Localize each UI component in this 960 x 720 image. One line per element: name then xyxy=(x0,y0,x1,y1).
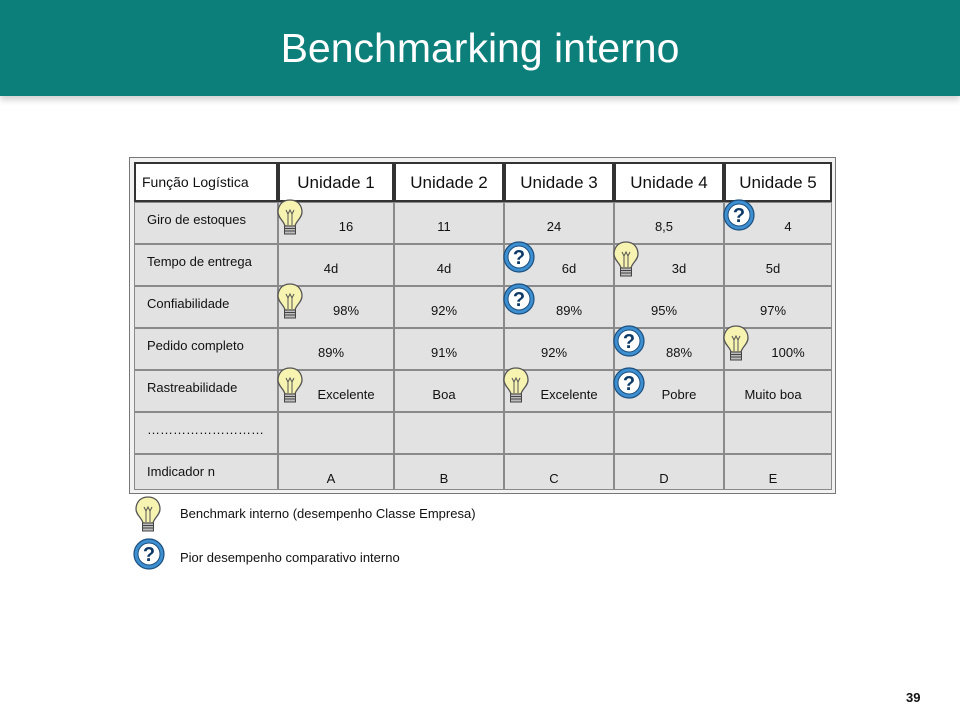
lightbulb-icon xyxy=(276,198,304,241)
table-cell xyxy=(504,202,614,244)
title-bar xyxy=(0,0,960,96)
table-cell xyxy=(614,412,724,454)
row-label: Tempo de entrega xyxy=(147,254,252,269)
question-icon xyxy=(132,537,166,576)
cell-value: 4d xyxy=(436,261,452,276)
cell-value: 8,5 xyxy=(654,219,674,234)
lightbulb-icon xyxy=(502,366,530,409)
column-header-label: Unidade 5 xyxy=(739,173,817,192)
table-cell xyxy=(614,202,724,244)
row-label: Confiabilidade xyxy=(147,296,230,311)
question-icon xyxy=(612,324,646,363)
question-icon xyxy=(722,198,756,237)
row-label-cell xyxy=(134,244,278,286)
table-cell xyxy=(724,412,832,454)
cell-value: 4 xyxy=(784,219,792,234)
table-cell xyxy=(724,454,832,490)
table-cell xyxy=(394,244,504,286)
lightbulb-icon xyxy=(134,495,162,538)
cell-value: 89% xyxy=(317,345,345,360)
question-icon xyxy=(502,240,536,279)
cell-value: D xyxy=(659,471,669,486)
cell-value: Excelente xyxy=(317,387,375,402)
table-cell xyxy=(278,328,394,370)
cell-value: 92% xyxy=(540,345,568,360)
lightbulb-icon xyxy=(276,366,304,409)
row-label: Pedido completo xyxy=(147,338,244,353)
cell-value: 95% xyxy=(650,303,678,318)
row-label-cell xyxy=(134,454,278,490)
question-icon xyxy=(612,366,646,405)
column-header-cell xyxy=(614,162,724,202)
lightbulb-icon xyxy=(612,240,640,283)
cell-value: 11 xyxy=(437,219,451,234)
column-header-cell xyxy=(504,162,614,202)
table-cell xyxy=(724,286,832,328)
legend-label: Pior desempenho comparativo interno xyxy=(180,550,400,565)
row-label-cell xyxy=(134,202,278,244)
table-cell xyxy=(394,202,504,244)
cell-value: C xyxy=(549,471,559,486)
cell-value: Muito boa xyxy=(744,387,802,402)
table-cell xyxy=(504,412,614,454)
page-number: 39 xyxy=(906,690,921,705)
table-cell xyxy=(394,286,504,328)
row-label-cell xyxy=(134,370,278,412)
slide-title: Benchmarking interno xyxy=(280,25,680,71)
cell-value: 91% xyxy=(430,345,458,360)
cell-value: 6d xyxy=(561,261,577,276)
cell-value: 100% xyxy=(771,345,805,360)
row-label-cell xyxy=(134,286,278,328)
table-cell xyxy=(394,412,504,454)
column-header-cell xyxy=(724,162,832,202)
corner-header-cell xyxy=(134,162,278,202)
lightbulb-icon xyxy=(722,324,750,367)
svg-text:?: ? xyxy=(732,205,746,227)
cell-value: A xyxy=(326,471,336,486)
column-header-cell xyxy=(394,162,504,202)
cell-value: 92% xyxy=(430,303,458,318)
svg-text:?: ? xyxy=(142,544,156,566)
svg-text:?: ? xyxy=(512,289,526,311)
cell-value: 5d xyxy=(765,261,781,276)
cell-value: 3d xyxy=(671,261,687,276)
legend-label: Benchmark interno (desempenho Classe Empresa) xyxy=(180,506,476,521)
cell-value: Boa xyxy=(432,387,456,402)
table-cell xyxy=(278,244,394,286)
row-label: ……………………… xyxy=(147,422,264,437)
table-cell xyxy=(614,454,724,490)
table-cell xyxy=(394,454,504,490)
cell-value: 97% xyxy=(759,303,787,318)
cell-value: Excelente xyxy=(540,387,598,402)
cell-value: 89% xyxy=(555,303,583,318)
table-cell xyxy=(504,328,614,370)
table-cell xyxy=(278,412,394,454)
benchmark-table xyxy=(129,157,836,494)
question-icon xyxy=(502,282,536,321)
cell-value: 4d xyxy=(323,261,339,276)
column-header-label: Unidade 4 xyxy=(630,173,708,192)
table-cell xyxy=(504,454,614,490)
table-cell xyxy=(614,286,724,328)
table-cell xyxy=(394,328,504,370)
lightbulb-icon xyxy=(276,282,304,325)
column-header-label: Unidade 3 xyxy=(520,173,598,192)
column-header-label: Unidade 2 xyxy=(410,173,488,192)
table-cell xyxy=(394,370,504,412)
row-label: Giro de estoques xyxy=(147,212,247,227)
row-label-cell xyxy=(134,412,278,454)
row-label-cell xyxy=(134,328,278,370)
svg-text:?: ? xyxy=(622,373,636,395)
column-header-cell xyxy=(278,162,394,202)
column-header-label: Unidade 1 xyxy=(297,173,375,192)
row-label: Rastreabilidade xyxy=(147,380,238,395)
cell-value: 24 xyxy=(546,219,562,234)
cell-value: B xyxy=(439,471,449,486)
cell-value: 88% xyxy=(665,345,693,360)
table-cell xyxy=(724,370,832,412)
row-label: Imdicador n xyxy=(147,464,215,479)
cell-value: 16 xyxy=(338,219,354,234)
table-cell xyxy=(278,454,394,490)
cell-value: 98% xyxy=(332,303,360,318)
corner-header-label: Função Logística xyxy=(142,174,249,190)
table-cell xyxy=(724,244,832,286)
svg-text:?: ? xyxy=(622,331,636,353)
cell-value: Pobre xyxy=(661,387,697,402)
cell-value: E xyxy=(768,471,778,486)
svg-text:?: ? xyxy=(512,247,526,269)
